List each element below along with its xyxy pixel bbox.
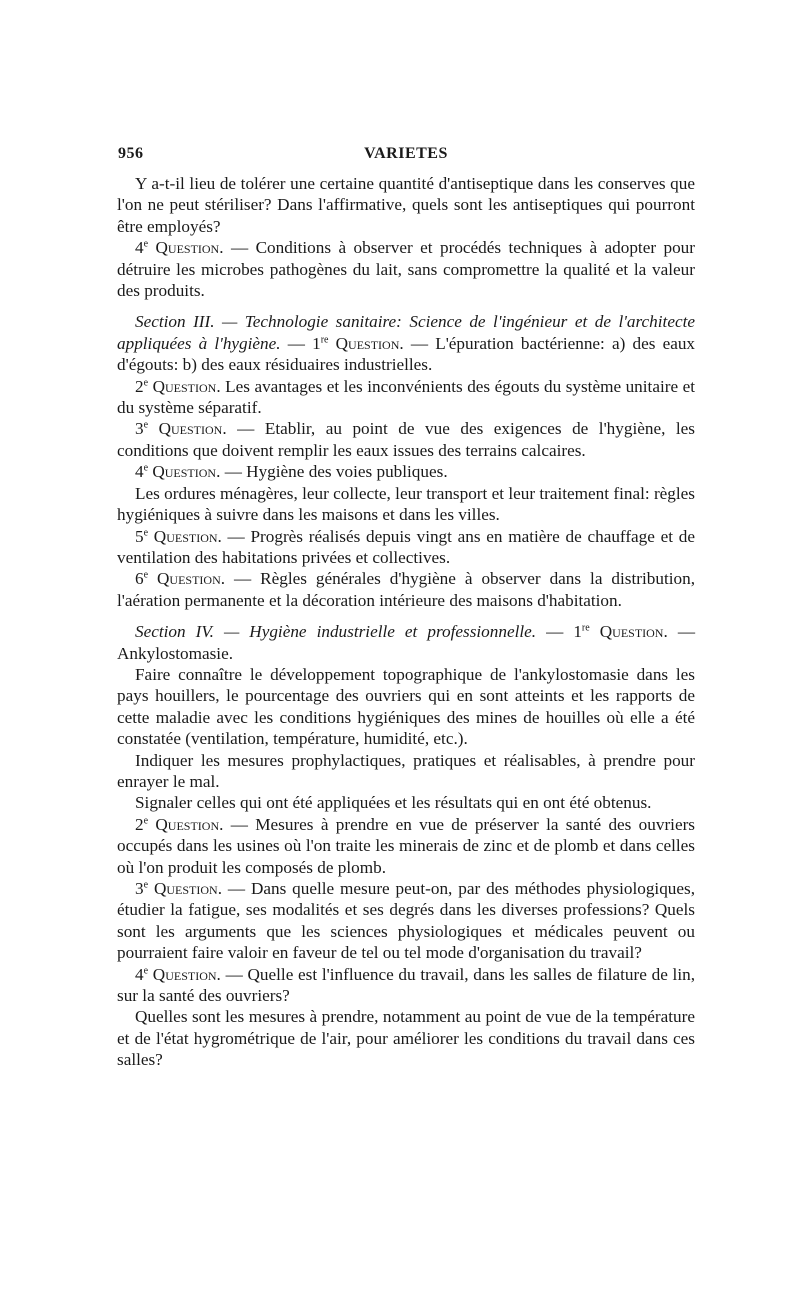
- paragraph-text: . — Etablir, au point de vue des exigences de l'hygiène, les conditions que doivent remplir les eaux issues des terrains calcaires.: [117, 419, 695, 460]
- paragraph-text: . — Règles générales d'hygiène à observer dans la distribution, l'aération permanente et la décoration intérieure des maisons d'habitation.: [117, 569, 695, 610]
- paragraph: [117, 621, 695, 664]
- question-number: 6: [135, 569, 144, 589]
- paragraph: [117, 237, 695, 301]
- question-label: Question: [599, 622, 664, 642]
- paragraph-text: Y a-t-il lieu de tolérer une certaine quantité d'antiseptique dans les conserves que l'on ne peut stériliser? Dans l'affirmative, quels sont les antiseptiques qui pourront être employés?: [117, 174, 695, 236]
- paragraph: [117, 664, 695, 750]
- dash-number: — 1: [536, 622, 582, 642]
- paragraph: [117, 483, 695, 526]
- paragraph-text: . — Mesures à prendre en vue de préserver la santé des ouvriers occupés dans les usines où l'on traite les minerais de zinc et de plomb et dans celles où l'on produit les composés de plomb.: [117, 814, 695, 877]
- paragraph-text: . — Quelle est l'influence du travail, dans les salles de filature de lin, sur la santé des ouvriers?: [117, 964, 696, 1006]
- question-number: 4: [135, 964, 144, 984]
- question-number: 2: [135, 814, 144, 834]
- question-number: 4: [135, 462, 144, 482]
- page-number: 956: [118, 145, 144, 162]
- question-label: Question: [152, 376, 217, 396]
- paragraph: [117, 461, 695, 482]
- question-number: 3: [135, 419, 144, 439]
- ordinal-suffix: e: [143, 815, 149, 827]
- paragraph: [117, 376, 695, 419]
- question-label: Question: [157, 569, 221, 589]
- section-heading: Section IV. — Hygiène industrielle et professionnelle.: [135, 622, 537, 642]
- question-number: 5: [135, 526, 144, 546]
- paragraph: [117, 792, 695, 813]
- question-label: Question: [152, 462, 217, 482]
- ordinal-suffix: e: [143, 376, 149, 388]
- paragraph: [117, 964, 695, 1007]
- ordinal-suffix: e: [143, 419, 149, 431]
- question-label: Question: [155, 238, 220, 258]
- question-number: 3: [135, 879, 144, 898]
- paragraph: [117, 878, 695, 964]
- paragraph-text: Les ordures ménagères, leur collecte, leur transport et leur traitement final: règles hygiéniques à suivre dans les maisons et dans les villes.: [117, 483, 695, 525]
- paragraph: [117, 526, 695, 569]
- dash-number: — 1: [280, 333, 321, 353]
- ordinal-suffix: re: [581, 622, 590, 634]
- paragraph: [117, 418, 695, 461]
- question-label: Question: [152, 964, 217, 984]
- paragraph-text: . — Progrès réalisés depuis vingt ans en matière de chauffage et de ventilation des habitations privées et collectives.: [117, 526, 695, 567]
- ordinal-suffix: e: [143, 879, 149, 891]
- question-label: Question: [153, 879, 218, 898]
- paragraph: [117, 750, 695, 793]
- question-label: Question: [335, 333, 400, 353]
- ordinal-suffix: e: [143, 964, 149, 976]
- ordinal-suffix: e: [143, 569, 149, 581]
- paragraph-text: . — Dans quelle mesure peut-on, par des méthodes physiologiques, étudier la fatigue, ses modalités et ses degrés dans les diverses professions? Quels sont les arguments que les sciences physiologiques et médicales peuvent ou pourraient faire valoir en faveur de tel ou tel mode d'organisation du travail?: [117, 879, 696, 963]
- question-number: 2: [135, 376, 144, 396]
- paragraph-text: . — Ankylostomasie.: [117, 622, 696, 663]
- paragraph-text: . Les avantages et les inconvénients des égouts du système unitaire et du système séparatif.: [117, 376, 696, 418]
- ordinal-suffix: e: [143, 526, 149, 538]
- paragraph-text: . — Conditions à observer et procédés techniques à adopter pour détruire les microbes pathogènes du lait, sans compromettre la qualité et la valeur des produits.: [117, 238, 695, 301]
- ordinal-suffix: re: [320, 334, 329, 346]
- page-header: [118, 145, 694, 169]
- question-label: Question: [153, 526, 218, 546]
- paragraph: [117, 568, 695, 611]
- ordinal-suffix: e: [143, 238, 149, 250]
- paragraph-text: Faire connaître le développement topographique de l'ankylostomasie dans les pays houillers, le pourcentage des ouvriers qui en sont atteints et les rapports de cette maladie avec les conditions hygiéniques des mines de houilles où elle a été constatée (ventilation, température, humidité, etc.).: [117, 664, 695, 749]
- paragraph-text: Signaler celles qui ont été appliquées et les résultats qui en ont été obtenus.: [135, 793, 652, 813]
- question-label: Question: [155, 814, 220, 834]
- paragraph: [117, 814, 695, 878]
- paragraph-text: . — Hygiène des voies publiques.: [216, 462, 448, 482]
- paragraph: [117, 173, 695, 237]
- paragraph: [117, 1006, 695, 1070]
- running-title: VARIETES: [364, 145, 448, 162]
- ordinal-suffix: e: [143, 462, 149, 474]
- paragraph-text: Quelles sont les mesures à prendre, notamment au point de vue de la température et de l'état hygrométrique de l'air, pour améliorer les conditions du travail dans ces salles?: [117, 1007, 695, 1070]
- question-label: Question: [158, 419, 223, 439]
- question-number: 4: [135, 238, 144, 258]
- section-heading: Section III. — Technologie sanitaire: Science de l'ingénieur et de l'architecte appliquées à l'hygiène.: [117, 312, 695, 353]
- body-text: [117, 173, 695, 1071]
- paragraph-text: . — L'épuration bactérienne: a) des eaux d'égouts: b) des eaux résiduaires industrielles.: [117, 333, 696, 375]
- paragraph-text: Indiquer les mesures prophylactiques, pratiques et réalisables, à prendre pour enrayer le mal.: [117, 750, 695, 791]
- paragraph: [117, 311, 695, 375]
